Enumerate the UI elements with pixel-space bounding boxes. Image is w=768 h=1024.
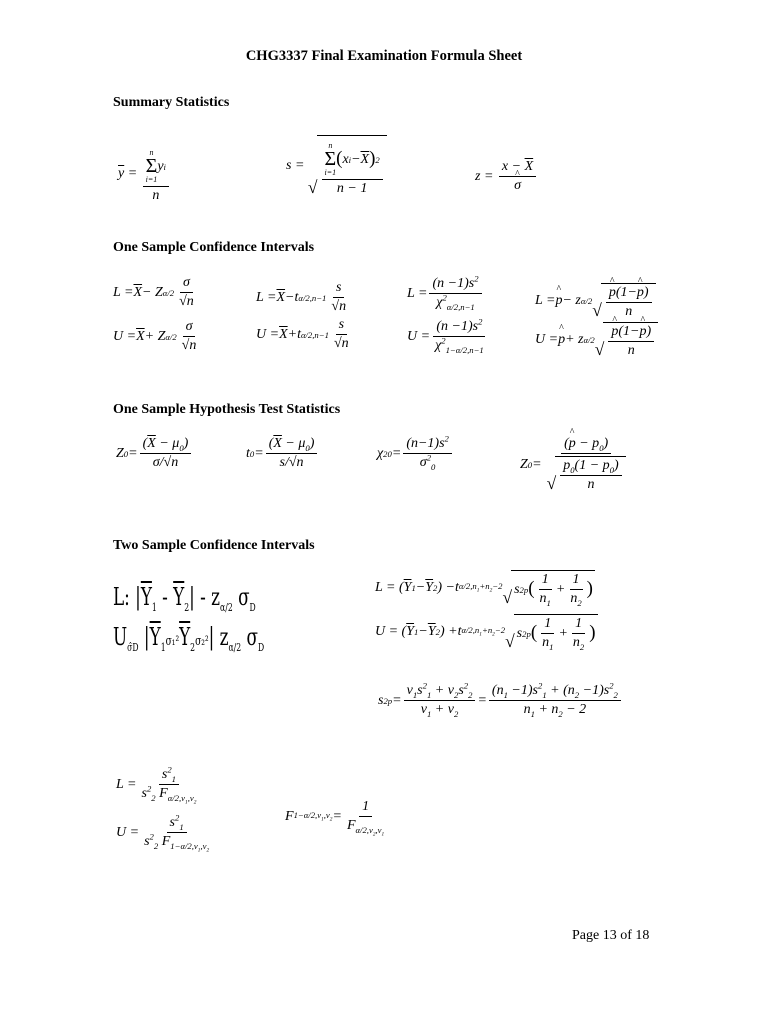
formula-test-proportion: Z 0 = (^ $p - p_0$) √ $\frac{p_0(1 - p_0)}{n}$	[520, 437, 631, 492]
formula-ci-proportion-upper: U = ^ p + z α/2 √ ^ $\frac{p(1-\^{} p)}{n}$	[535, 322, 658, 358]
formula-sample-std-dev: s = √ n Σ i=1 ( x i − $\overline{X}$ ) 2 n − 1	[286, 135, 387, 196]
formula-sample-mean: $\overline{y}$ = n Σ i=1 y i n	[118, 145, 171, 203]
formula-ci-mean-t-upper: U = $\overline{X}$ +t α/2,n−1 $\frac{s}{√n}$	[256, 317, 349, 351]
formula-two-sample-t-upper: U = ( $\overline{Y}$ 1 − $\overline{Y}$ 2 ) +t $\alpha/2,n_1+n_2-2$ √ s 2 p ( $\frac{1}{n_1}$ + $\frac{1}{n_2}$ )	[375, 616, 596, 652]
formula-f-reciprocal: F $1-\alpha/2,\nu_1,\nu_2$ = $\frac{1}{F_{\alpha/2,\nu_2,\nu_1}}$	[285, 799, 385, 838]
formula-variance-ratio-upper: U = $\frac{s^2_1}{s^2_2 F_{1-\alpha/2,\nu_1,\nu_2}}$	[116, 812, 210, 854]
section-heading-one-sample-hypothesis: One Sample Hypothesis Test Statistics	[113, 402, 341, 417]
formula-ci-variance-lower: L = $\frac{(n -1)s^2}{\chi^2_{\alpha/2,n-1}}$	[407, 277, 484, 310]
formula-variance-ratio-lower: L = $\frac{s^2_1}{s^2_2 F_{\alpha/2,\nu_1,\nu_2}}$	[116, 764, 197, 806]
formula-ci-variance-upper: U = $\frac{(n -1)s^2}{\chi^2_{1-\alpha/2,n-1}}$	[407, 316, 484, 355]
formula-z-score: z = $x - \overline{X}$ ^ σ	[475, 160, 538, 193]
page-title: CHG3337 Final Examination Formula Sheet	[245, 48, 523, 64]
formula-ci-mean-t-lower: L = $\overline{X}$ −t α/2,n−1 $\frac{s}{√n}$	[256, 280, 347, 314]
section-heading-one-sample-ci: One Sample Confidence Intervals	[113, 240, 315, 255]
formula-ci-mean-z-lower: L = $\overline{X}$ − Z α/2 $\frac{\sigma}{√n}$	[113, 275, 194, 309]
section-heading-two-sample-ci: Two Sample Confidence Intervals	[113, 538, 315, 553]
formula-ci-mean-z-upper: U = $\overline{X}$ + Z α/2 $\frac{\sigma}{√n}$	[113, 319, 197, 353]
formula-test-z0: Z 0 = $\frac{(\overline{X} - \mu_0)}{\sigma/√n}$	[116, 437, 193, 470]
formula-two-sample-t-lower: L = ( $\overline{Y}$ 1 − $\overline{Y}$ 2 ) −t $\alpha/2,n_1+n_2-2$ √ s 2 p ( $\frac{1}{n_1}$ + $\frac{1}{n_2}$ )	[375, 572, 593, 608]
page-number: Page 13 of 18	[572, 928, 650, 943]
formula-two-sample-z-garbled-upper: $U_{\sigmâD}$ $|\overline{Y}_1\sigma_1^2\overline{Y}_2\sigma_2^2|$ $z_{\alpha/2}$ $\sigma_D$	[113, 623, 265, 654]
formula-pooled-variance: s 2 p = $\frac{\nu_1s^2_1 + \nu_2s^2_2}{\nu_1 + \nu_2}$ = $\frac{(n_1 -1)s^2_1 + (n_2 -1)s^2_2}{n_1 + n_2 - 2}$	[378, 684, 623, 717]
formula-two-sample-z-garbled-lower: L: $|\overline{Y}_1 - \overline{Y}_2| - z_{\alpha/2}$ $\sigma_D$	[113, 583, 256, 614]
formula-test-chi-square: χ 2 0 = $\frac{(n-1)s^2}{\sigma^2_0}$	[377, 437, 454, 470]
formula-test-t0: t 0 = $\frac{(\overline{X} - \mu_0)}{s/√n}$	[246, 437, 319, 470]
section-heading-summary-statistics: Summary Statistics	[113, 95, 230, 110]
formula-ci-proportion-lower: L = ^ p − z α/2 √ ^ $\frac{p(1-\^{} p)}{n}$	[535, 283, 656, 319]
